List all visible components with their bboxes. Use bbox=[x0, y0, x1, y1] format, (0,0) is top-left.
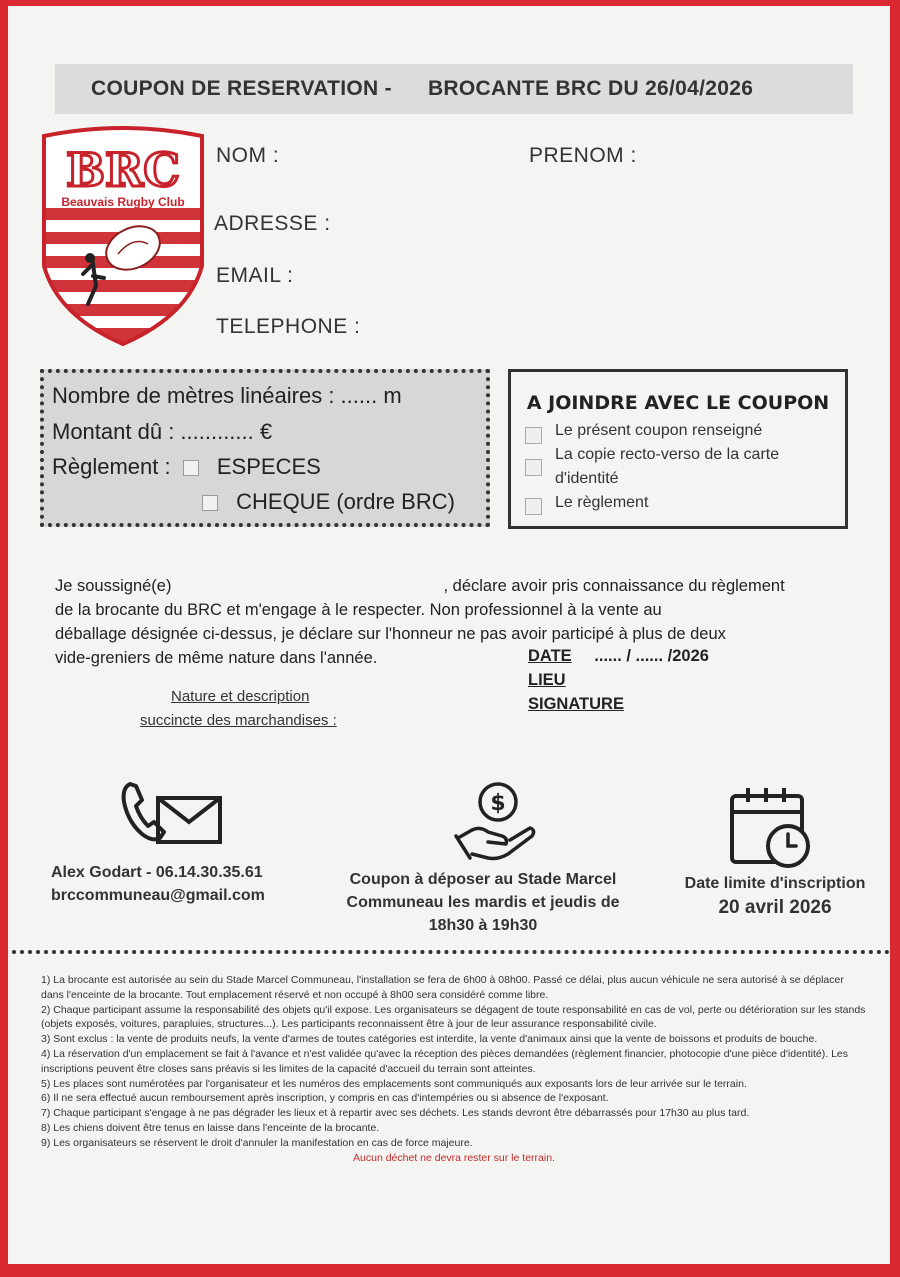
contact-email[interactable]: brccommuneau@gmail.com bbox=[51, 887, 265, 904]
contact-name-phone: Alex Godart - 06.14.30.35.61 bbox=[51, 864, 263, 881]
phone-mail-icon bbox=[120, 778, 226, 848]
joindre-checkbox-reglement[interactable] bbox=[525, 498, 542, 515]
coupon-sheet bbox=[8, 6, 890, 1264]
logo-club-name: Beauvais Rugby Club bbox=[61, 195, 185, 209]
nature-label-1: Nature et description bbox=[171, 688, 310, 705]
brc-logo bbox=[38, 126, 208, 348]
rule-7: 7) Chaque participant s'engage à ne pas dégrader les lieux et à repartir avec ses déchets. Les stands devront être débarrassés pour 17h30 au plus tard. bbox=[41, 1107, 750, 1120]
field-telephone: TELEPHONE : bbox=[216, 315, 361, 338]
decl-soussigne: Je soussigné(e) bbox=[55, 577, 172, 595]
deadline-date: 20 avril 2026 bbox=[718, 897, 832, 918]
rule-5: 5) Les places sont numérotées par l'organisateur et les numéros des emplacements sont communiqués aux exposants lors de leur arrivée sur le terrain. bbox=[41, 1077, 747, 1090]
joindre-box bbox=[508, 369, 848, 529]
decl-line-3: déballage désignée ci-dessus, je déclare sur l'honneur ne pas avoir participé à plus de deux bbox=[55, 625, 726, 643]
cheque-label: CHEQUE (ordre BRC) bbox=[236, 489, 455, 514]
cheque-line bbox=[202, 489, 455, 515]
lieu-label: LIEU bbox=[528, 671, 566, 689]
deadline-label: Date limite d'inscription bbox=[684, 875, 866, 892]
rule-2: 2) Chaque participant assume la responsabilité des objets qu'il expose. Les organisateurs se dégagent de toute responsabilité en cas de vol, perte ou détérioration sur les stands (objets exposés, voitures, parapluies, structures...). Les participants reconnaissent être à jour de leur assurance responsabilité civile. bbox=[41, 1003, 866, 1031]
joindre-item-reglement: Le règlement bbox=[555, 494, 649, 511]
header-title-left: COUPON DE RESERVATION - bbox=[91, 77, 392, 100]
payment-box bbox=[40, 369, 490, 527]
nature-label-2: succincte des marchandises : bbox=[140, 712, 337, 729]
reglement-line bbox=[52, 454, 321, 480]
especes-label: ESPECES bbox=[216, 454, 321, 479]
svg-text:$: $ bbox=[490, 791, 506, 816]
rule-6: 6) Il ne sera effectué aucun remboursement après inscription, y compris en cas d'intempéries ou si absence de l'exposant. bbox=[41, 1092, 609, 1105]
header-bar bbox=[55, 64, 853, 114]
decl-line-2: de la brocante du BRC et m'engage à le respecter. Non professionnel à la vente au bbox=[55, 601, 662, 619]
joindre-item-identite-2: d'identité bbox=[555, 470, 619, 487]
reglement-label: Règlement : bbox=[52, 454, 171, 479]
rules-footer: Aucun déchet ne devra rester sur le terrain. bbox=[353, 1151, 555, 1164]
field-prenom: PRENOM : bbox=[529, 144, 637, 167]
especes-checkbox[interactable] bbox=[183, 460, 199, 476]
date-line bbox=[528, 647, 709, 666]
deposit-info bbox=[330, 868, 636, 937]
rule-4: 4) La réservation d'un emplacement se fait à l'avance et n'est validée qu'avec la réception des pièces demandées (règlement financier, photocopie d'une pièce d'identité). Les inscriptions peuvent être closes sans préavis si les limites de la capacité d'accueil du terrain sont atteintes. bbox=[41, 1047, 849, 1075]
field-nom: NOM : bbox=[216, 144, 280, 167]
field-email: EMAIL : bbox=[216, 264, 294, 287]
joindre-item-identite-1: La copie recto-verso de la carte bbox=[555, 446, 780, 463]
decl-line-4: vide-greniers de même nature dans l'année. bbox=[55, 649, 378, 667]
date-value: ...... / ...... /2026 bbox=[594, 647, 709, 665]
joindre-checkbox-identite[interactable] bbox=[525, 459, 542, 476]
deposit-line-3: 18h30 à 19h30 bbox=[428, 917, 538, 934]
joindre-checkbox-coupon[interactable] bbox=[525, 427, 542, 444]
declaration bbox=[55, 574, 845, 670]
decl-line-1-end: , déclare avoir pris connaissance du règlement bbox=[443, 577, 785, 595]
joindre-item-coupon: Le présent coupon renseigné bbox=[555, 422, 763, 439]
joindre-title: A JOINDRE AVEC LE COUPON bbox=[526, 392, 830, 414]
money-hand-icon bbox=[452, 778, 538, 864]
date-label: DATE bbox=[528, 647, 572, 665]
metres-line: Nombre de mètres linéaires : ...... m bbox=[52, 383, 402, 408]
decl-line-1 bbox=[55, 574, 845, 598]
header-title-right: BROCANTE BRC DU 26/04/2026 bbox=[427, 77, 754, 100]
rule-1: 1) La brocante est autorisée au sein du Stade Marcel Communeau, l'installation se fera de 6h00 à 08h00. Passé ce délai, plus aucun véhicule ne sera autorisé à se déplacer dans l'enceinte de la brocante. Tout emplacement réservé et non occupé à 8h00 sera considéré comme libre. bbox=[41, 974, 844, 1001]
field-adresse: ADRESSE : bbox=[214, 212, 331, 235]
signature-label: SIGNATURE bbox=[528, 695, 624, 713]
calendar-clock-icon bbox=[726, 786, 812, 870]
rule-3: 3) Sont exclus : la vente de produits neufs, la vente d'armes de toutes catégories est interdite, la vente d'animaux ainsi que la vente de boissons et produits de bouche. bbox=[41, 1033, 818, 1046]
rule-9: 9) Les organisateurs se réservent le droit d'annuler la manifestation en cas de force majeure. bbox=[41, 1136, 473, 1149]
rule-8: 8) Les chiens doivent être tenus en laisse dans l'enceinte de la brocante. bbox=[41, 1121, 380, 1134]
montant-line: Montant dû : ............ € bbox=[52, 419, 273, 444]
cut-line bbox=[12, 950, 890, 954]
deposit-line-1: Coupon à déposer au Stade Marcel bbox=[349, 871, 617, 888]
cheque-checkbox[interactable] bbox=[202, 495, 218, 511]
logo-letters: BRC bbox=[66, 143, 180, 197]
rules-section bbox=[41, 973, 867, 1165]
deposit-line-2: Communeau les mardis et jeudis de bbox=[346, 894, 620, 911]
